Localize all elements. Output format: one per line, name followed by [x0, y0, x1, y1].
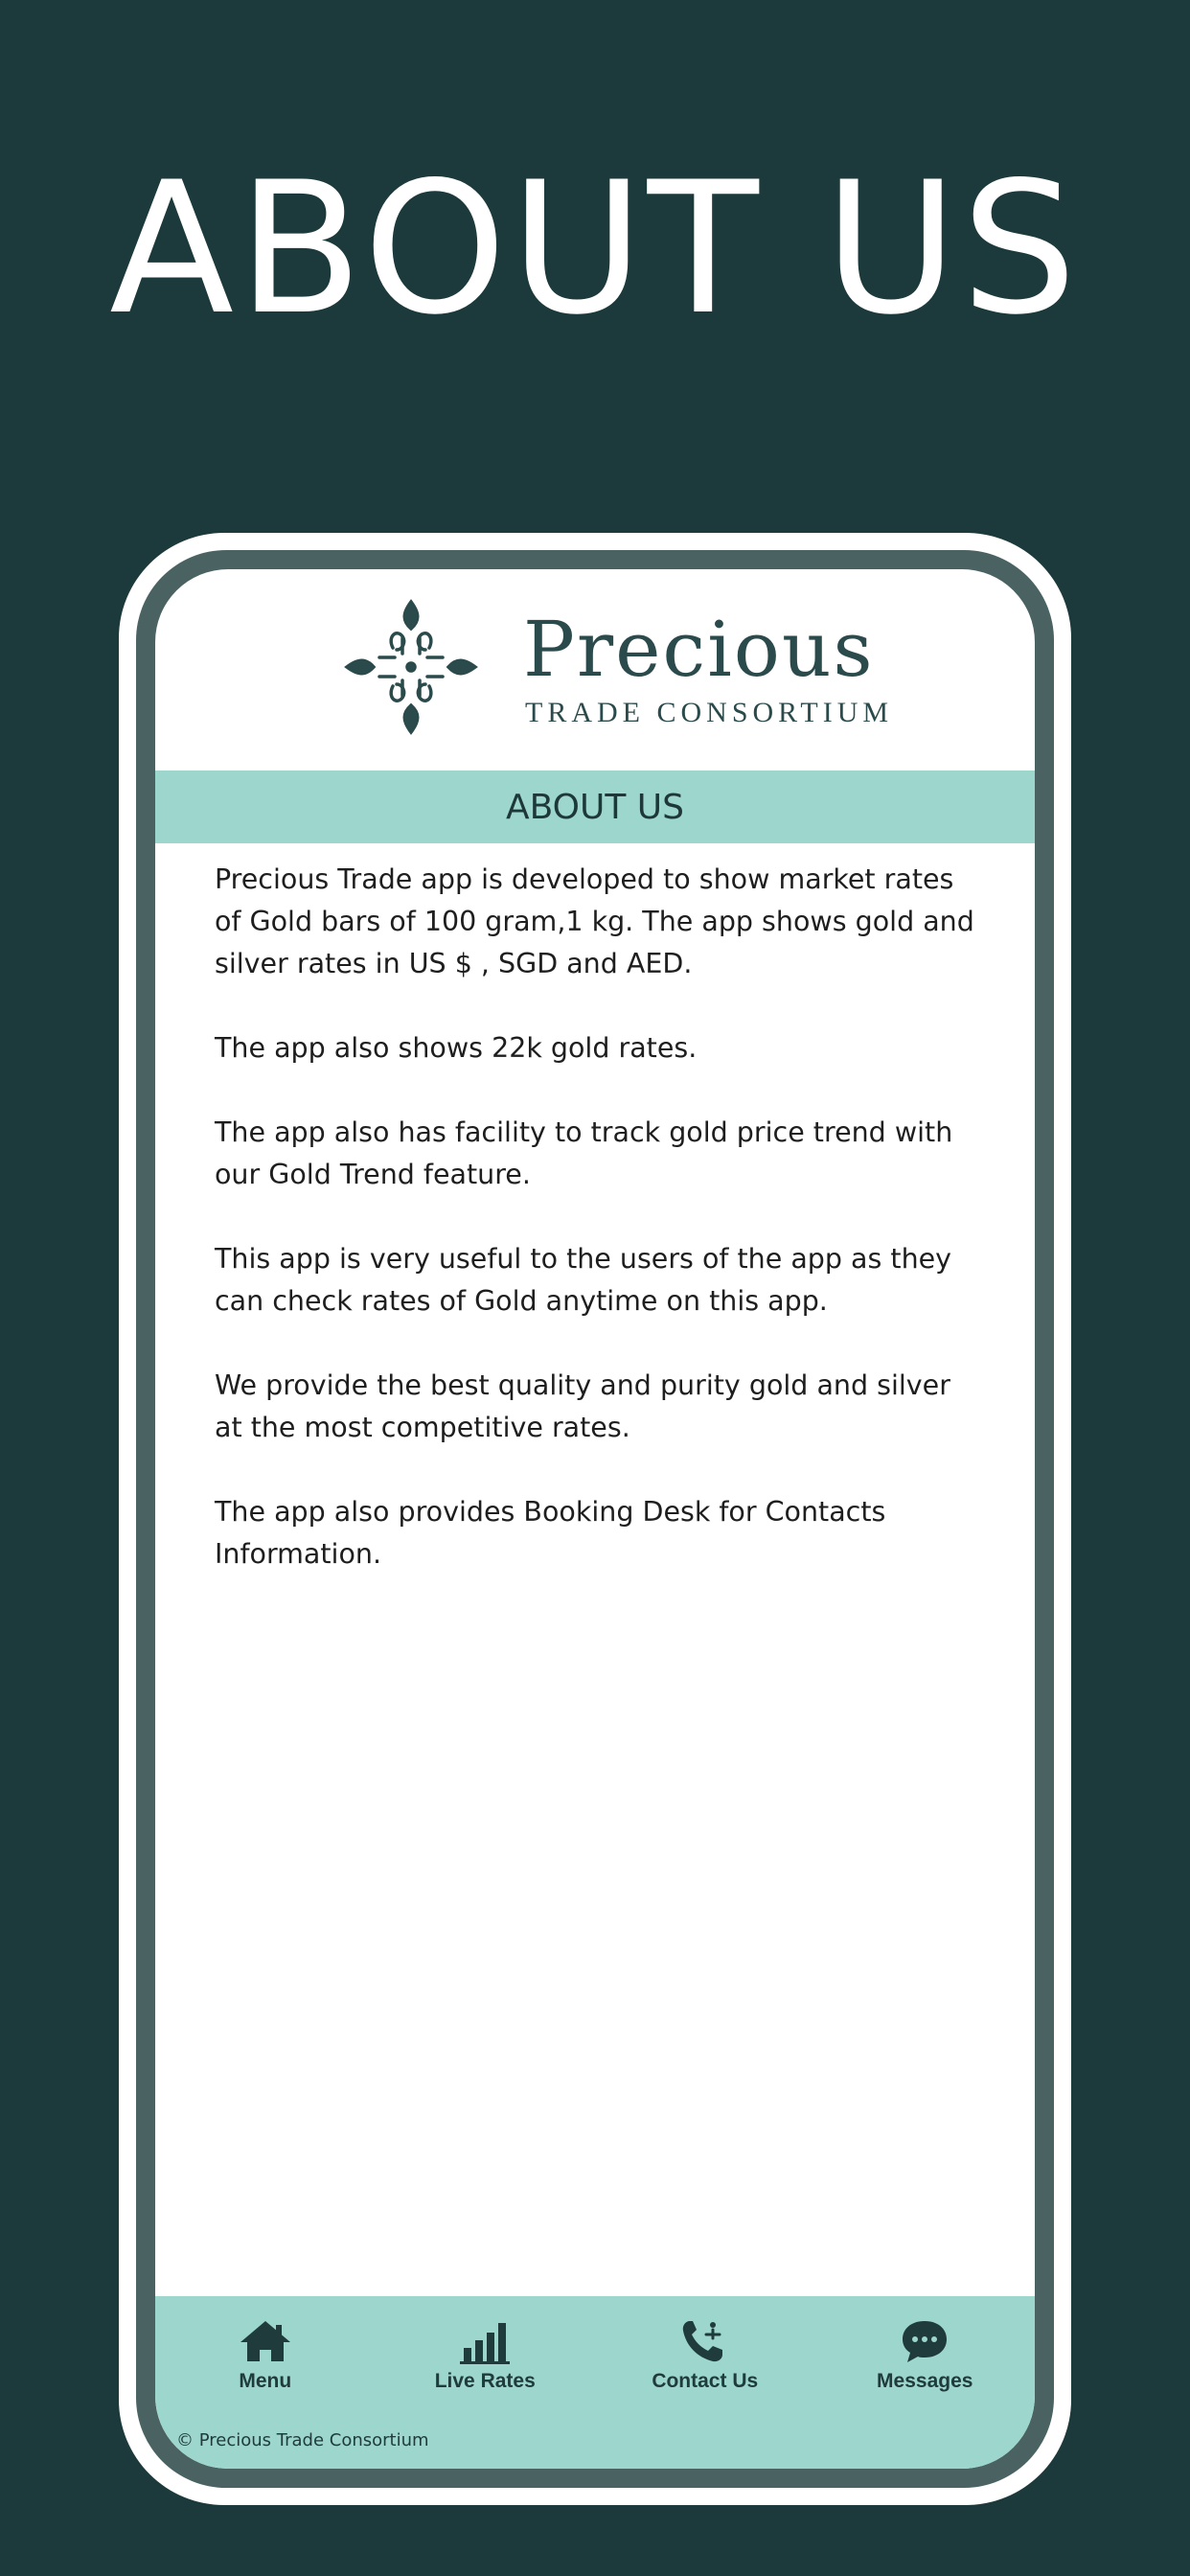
nav-label-messages: Messages	[877, 2370, 973, 2392]
page-title: ABOUT US	[155, 770, 1035, 843]
nav-label-live-rates: Live Rates	[434, 2370, 536, 2392]
nav-item-live-rates[interactable]	[376, 2317, 596, 2404]
about-paragraph: The app also has facility to track gold price trend with our Gold Trend feature.	[215, 1116, 953, 1190]
app-header	[155, 569, 1035, 770]
logo-subtitle: TRADE CONSORTIUM	[525, 697, 894, 728]
bar-chart-icon	[456, 2317, 514, 2365]
nav-item-contact-us[interactable]	[595, 2317, 815, 2404]
nav-item-menu[interactable]	[155, 2317, 376, 2404]
about-paragraph: The app also shows 22k gold rates.	[215, 1032, 698, 1064]
phone-mockup	[119, 533, 1071, 2505]
about-paragraph: Precious Trade app is developed to show market rates of Gold bars of 100 gram,1 kg. The app shows gold and silver rates in US $ , SGD and AED.	[215, 863, 974, 979]
copyright-text: © Precious Trade Consortium	[176, 2430, 429, 2450]
home-icon	[237, 2317, 294, 2365]
nav-label-menu: Menu	[239, 2370, 292, 2392]
promo-headline: ABOUT US	[109, 143, 1081, 355]
logo-wordmark: Precious	[523, 605, 875, 694]
nav-label-contact-us: Contact Us	[652, 2370, 759, 2392]
app-screen	[155, 569, 1035, 2469]
nav-item-messages[interactable]	[815, 2317, 1036, 2404]
chat-bubble-icon	[896, 2317, 953, 2365]
phone-bezel	[136, 550, 1054, 2488]
about-paragraph: We provide the best quality and purity gold and silver at the most competitive rates.	[215, 1369, 950, 1443]
nav-bar	[155, 2317, 1035, 2404]
bottom-navigation	[155, 2296, 1035, 2469]
phone-icon	[676, 2317, 734, 2365]
about-paragraph: The app also provides Booking Desk for Contacts Information.	[215, 1496, 886, 1570]
about-content	[215, 859, 975, 1618]
logo-emblem-icon	[339, 594, 483, 740]
about-paragraph: This app is very useful to the users of the app as they can check rates of Gold anytime on this app.	[215, 1243, 952, 1317]
